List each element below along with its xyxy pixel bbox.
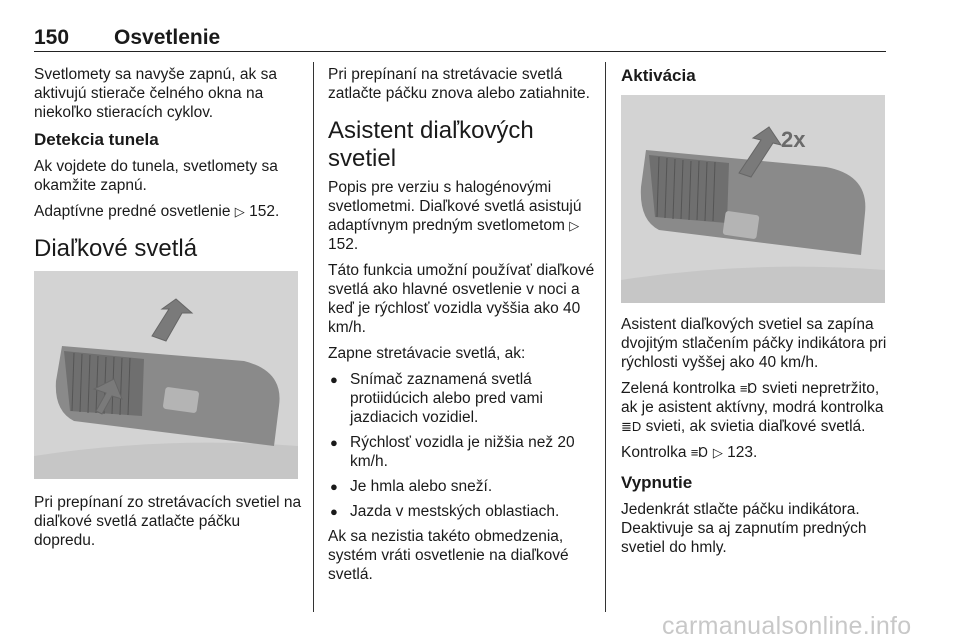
function-paragraph: Táto funkcia umožní používať diaľkové svetlá ako hlavné osvetlenie v noci a keď je rýchlosť vozidla vyššia ako 40 km/h. — [328, 262, 595, 336]
list-item: ● Jazda v mestských oblastiach. — [328, 502, 596, 521]
column-1 — [34, 65, 302, 557]
assist-desc-text: Popis pre verziu s halogénovými svetlometmi. Diaľkové svetlá asistujú adaptívnym predným svetlometom — [328, 179, 582, 234]
intro-paragraph: Svetlomety sa navyše zapnú, ak sa aktivujú stierače čelného okna na niekoľko stieracích cyklov. — [34, 66, 277, 121]
deactivation-heading: Vypnutie — [621, 473, 693, 492]
low-beam-paragraph: Pri prepínaní na stretávacie svetlá zatlačte páčku znova alebo zatiahnite. — [328, 66, 590, 102]
conditions-intro: Zapne stretávacie svetlá, ak: — [328, 345, 526, 362]
high-beam-indicator-icon: ≣D — [621, 419, 642, 434]
indicator-text-a: Zelená kontrolka — [621, 380, 736, 397]
column-2 — [328, 65, 596, 591]
column-divider-1 — [313, 62, 314, 612]
indicator-ref[interactable]: 123. — [727, 444, 758, 461]
list-item: ● Rýchlosť vozidla je nižšia než 20 km/h. — [328, 433, 596, 471]
ref-arrow-icon: ▷ — [712, 445, 723, 460]
indicator-ref-text: Kontrolka — [621, 444, 687, 461]
activation-lever-image — [621, 95, 885, 303]
high-beam-lever-image — [34, 271, 298, 479]
page-number: 150 — [34, 26, 70, 49]
high-beam-caption: Pri prepínaní zo stretávacích svetiel na diaľkové svetlá zatlačte páčku dopredu. — [34, 494, 302, 549]
high-beam-heading: Diaľkové svetlá — [34, 235, 198, 262]
assist-indicator-icon: ≡Ɒ — [739, 381, 758, 396]
assist-indicator-icon: ≡Ɒ — [690, 445, 709, 460]
indicator-text-c: svieti, ak svietia diaľkové svetlá. — [645, 418, 866, 435]
ref-arrow-icon: ▷ — [569, 218, 580, 233]
indicator-ref-paragraph — [621, 443, 887, 462]
indicator-text-b: svieti nepretržito, ak je asistent aktívny, modrá kontrolka — [621, 380, 884, 416]
restore-paragraph: Ak sa nezistia takéto obmedzenia, systém vráti osvetlenie na diaľkové svetlá. — [328, 528, 569, 583]
watermark: carmanualsonline.info — [662, 612, 912, 640]
press-count-label: 2x — [781, 127, 806, 152]
assist-heading: Asistent diaľkových svetiel — [328, 117, 534, 172]
ref-arrow-icon: ▷ — [234, 204, 245, 219]
page-header — [34, 26, 886, 52]
activation-heading: Aktivácia — [621, 66, 696, 85]
afl-ref[interactable]: 152. — [249, 203, 280, 220]
activation-paragraph: Asistent diaľkových svetiel sa zapína dvojitým stlačením páčky indikátora pri rýchlosti vyššej ako 40 km/h. — [621, 316, 887, 371]
assist-ref[interactable]: 152. — [328, 236, 359, 253]
page-title: Osvetlenie — [114, 26, 221, 49]
assist-desc-paragraph — [328, 178, 596, 254]
list-item: ● Je hmla alebo sneží. — [328, 477, 596, 496]
header-rule — [34, 51, 886, 52]
tunnel-heading: Detekcia tunela — [34, 130, 159, 149]
afl-text: Adaptívne predné osvetlenie — [34, 203, 231, 220]
conditions-list — [328, 370, 596, 521]
lever-illustration — [34, 271, 298, 479]
column-3 — [621, 65, 887, 564]
list-item: ● Snímač zaznamená svetlá protiidúcich alebo pred vami jazdiacich vozidiel. — [328, 370, 596, 427]
afl-paragraph — [34, 202, 302, 221]
deactivation-paragraph: Jedenkrát stlačte páčku indikátora. Deaktivuje sa aj zapnutím predných svetiel do hmly. — [621, 501, 867, 556]
lever-press-illustration — [621, 95, 885, 303]
indicator-paragraph — [621, 379, 887, 436]
tunnel-paragraph: Ak vojdete do tunela, svetlomety sa okamžite zapnú. — [34, 158, 278, 194]
column-divider-2 — [605, 62, 606, 612]
